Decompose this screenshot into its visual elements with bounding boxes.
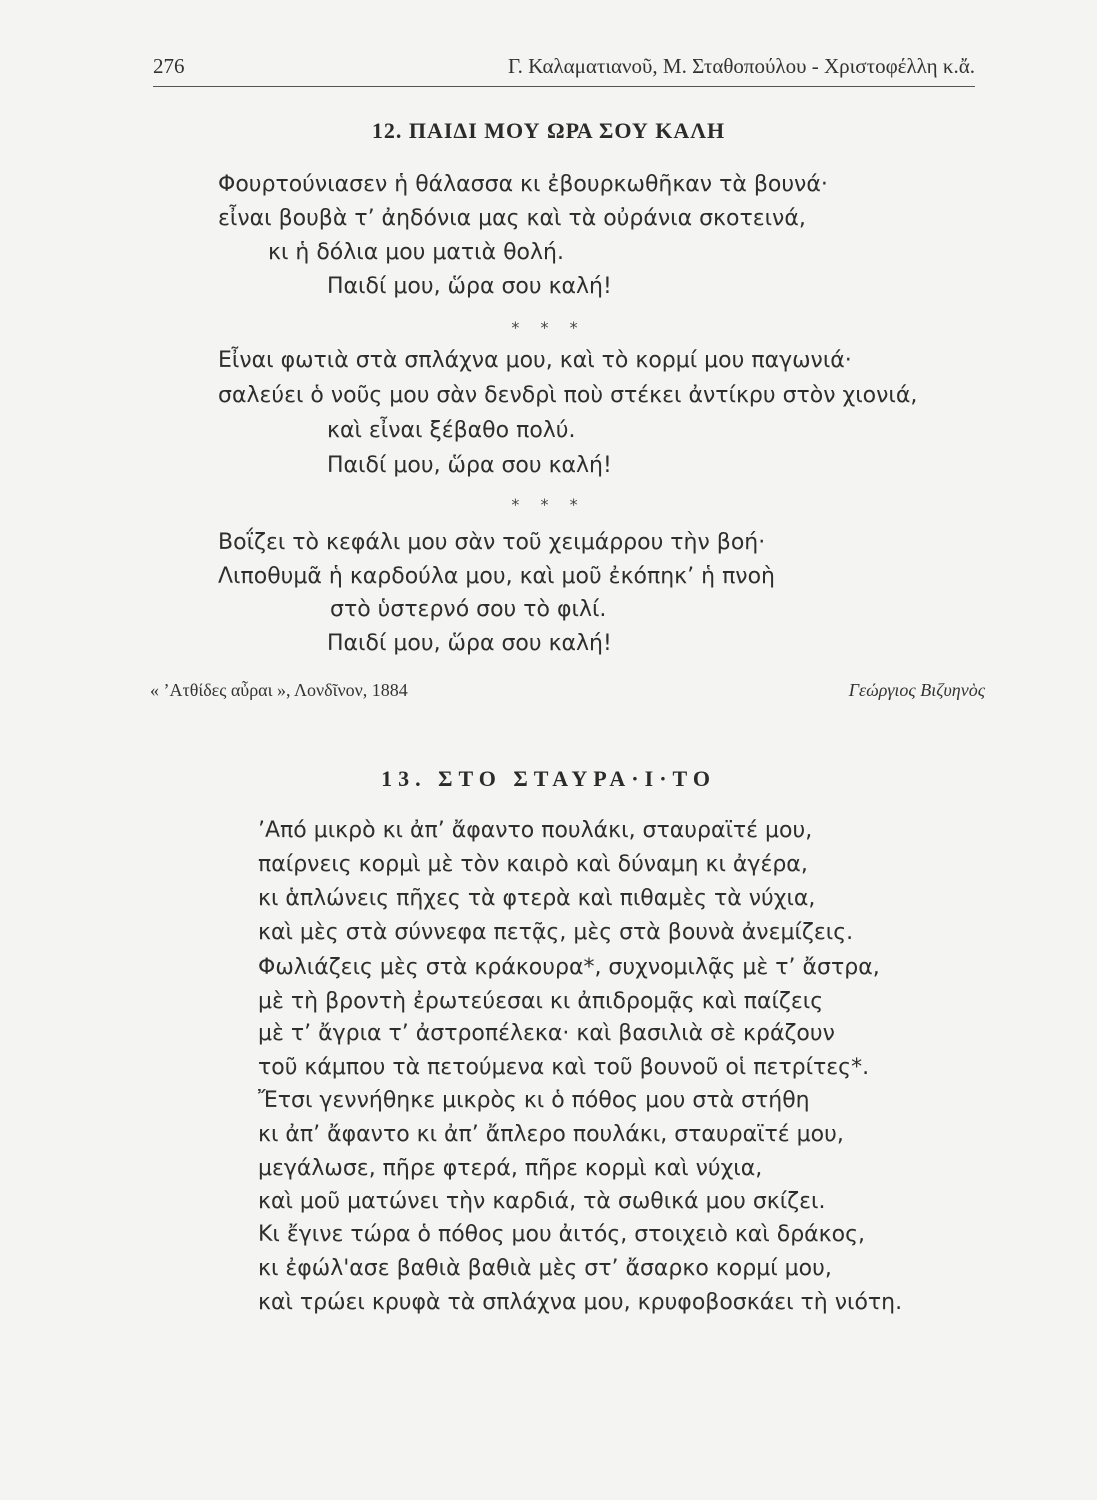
- running-header: [153, 54, 975, 82]
- poem-13-line: τοῦ κάμπου τὰ πετούμενα καὶ τοῦ βουνοῦ οἱ πετρίτες*.: [258, 1055, 870, 1080]
- poem-12-stanza-1-line-2: εἶναι βουβὰ τ’ ἀηδόνια μας καὶ τὰ οὐράνια σκοτεινά,: [218, 206, 806, 231]
- poem-13-line: μεγάλωσε, πῆρε φτερά, πῆρε κορμὶ καὶ νύχια,: [258, 1156, 763, 1181]
- running-title: Γ. Καλαματιανοῦ, Μ. Σταθοπούλου - Χριστοφέλλη κ.ἄ.: [507, 54, 975, 78]
- poem-13-line: ’Από μικρὸ κι ἀπ’ ἄφαντο πουλάκι, σταυραϊτέ μου,: [258, 818, 813, 843]
- poem-13-line: κι ἁπλώνεις πῆχες τὰ φτερὰ καὶ πιθαμὲς τὰ νύχια,: [258, 886, 816, 911]
- poem-13-line: Ἔτσι γεννήθηκε μικρὸς κι ὁ πόθος μου στὰ στήθη: [258, 1088, 810, 1113]
- poem-12-stanza-2-line-2: σαλεύει ὁ νοῦς μου σὰν δενδρὶ ποὺ στέκει ἀντίκρυ στὸν χιονιά,: [218, 383, 918, 408]
- poem-12-stanza-3-line-3: στὸ ὑστερνό σου τὸ φιλί.: [330, 597, 607, 622]
- stanza-separator: * * *: [511, 495, 586, 514]
- poem-13-line: καὶ μὲς στὰ σύννεφα πετᾷς, μὲς στὰ βουνὰ ἀνεμίζεις.: [258, 920, 854, 945]
- poem-13-line: καὶ μοῦ ματώνει τὴν καρδιά, τὰ σωθικά μου σκίζει.: [258, 1189, 826, 1214]
- poem-13-line: Φωλιάζεις μὲς στὰ κράκουρα*, συχνομιλᾷς μὲ τ’ ἄστρα,: [258, 955, 880, 980]
- poem-12-title: 12. ΠΑΙΔΙ ΜΟΥ ΩΡΑ ΣΟΥ ΚΑΛΗ: [371, 118, 726, 143]
- poem-13-line: κι ἐφώλ'ασε βαθιὰ βαθιὰ μὲς στ’ ἄσαρκο κορμί μου,: [258, 1256, 832, 1281]
- poem-13-line: μὲ τ’ ἄγρια τ’ ἀστροπέλεκα· καὶ βασιλιὰ σὲ κράζουν: [258, 1021, 835, 1046]
- poem-12-stanza-3-refrain: Παιδί μου, ὥρα σου καλή!: [327, 631, 612, 656]
- poem-13-line: καὶ τρώει κρυφὰ τὰ σπλάχνα μου, κρυφοβοσκάει τὴ νιότη.: [258, 1290, 903, 1315]
- poem-12-stanza-3-line-2: Λιποθυμᾶ ἡ καρδούλα μου, καὶ μοῦ ἐκόπηκ’ ἡ πνοὴ: [218, 564, 776, 589]
- header-rule: [153, 86, 975, 87]
- poem-13-title: 13. ΣΤΟ ΣΤΑΥΡΑ·Ι·ΤΟ: [381, 766, 716, 791]
- poem-13-line: κι ἀπ’ ἄφαντο κι ἀπ’ ἄπλερο πουλάκι, σταυραϊτέ μου,: [258, 1122, 844, 1147]
- poem-13-line: μὲ τὴ βροντὴ ἐρωτεύεσαι κι ἀπιδρομᾷς καὶ παίζεις: [258, 989, 824, 1014]
- poem-12-stanza-1-refrain: Παιδί μου, ὥρα σου καλή!: [327, 274, 612, 299]
- poem-13-line: παίρνεις κορμὶ μὲ τὸν καιρὸ καὶ δύναμη κι ἀγέρα,: [258, 852, 808, 877]
- poem-12-stanza-2-refrain: Παιδί μου, ὥρα σου καλή!: [327, 453, 612, 478]
- stanza-separator: * * *: [511, 318, 586, 337]
- poem-12-stanza-1-line-3: κι ἡ δόλια μου ματιὰ θολή.: [268, 240, 564, 265]
- poem-12-stanza-1-line-1: Φουρτούνιασεν ἡ θάλασσα κι ἐβουρκωθῆκαν τὰ βουνά·: [218, 172, 828, 197]
- poem-12-stanza-2-line-3: καὶ εἶναι ξέβαθο πολύ.: [327, 418, 576, 443]
- poem-12-author: Γεώργιος Βιζυηνὸς: [848, 680, 985, 700]
- poem-13-line: Κι ἔγινε τώρα ὁ πόθος μου ἀιτός, στοιχειὸ καὶ δράκος,: [258, 1222, 865, 1247]
- poem-12-stanza-3-line-1: Βοΐζει τὸ κεφάλι μου σὰν τοῦ χειμάρρου τὴν βοή·: [218, 530, 766, 555]
- poem-12-source: « ’Ατθίδες αὖραι », Λονδῖνον, 1884: [150, 680, 408, 700]
- poem-12-stanza-2-line-1: Εἶναι φωτιὰ στὰ σπλάχνα μου, καὶ τὸ κορμί μου παγωνιά·: [218, 348, 852, 373]
- page-number: 276: [153, 54, 185, 78]
